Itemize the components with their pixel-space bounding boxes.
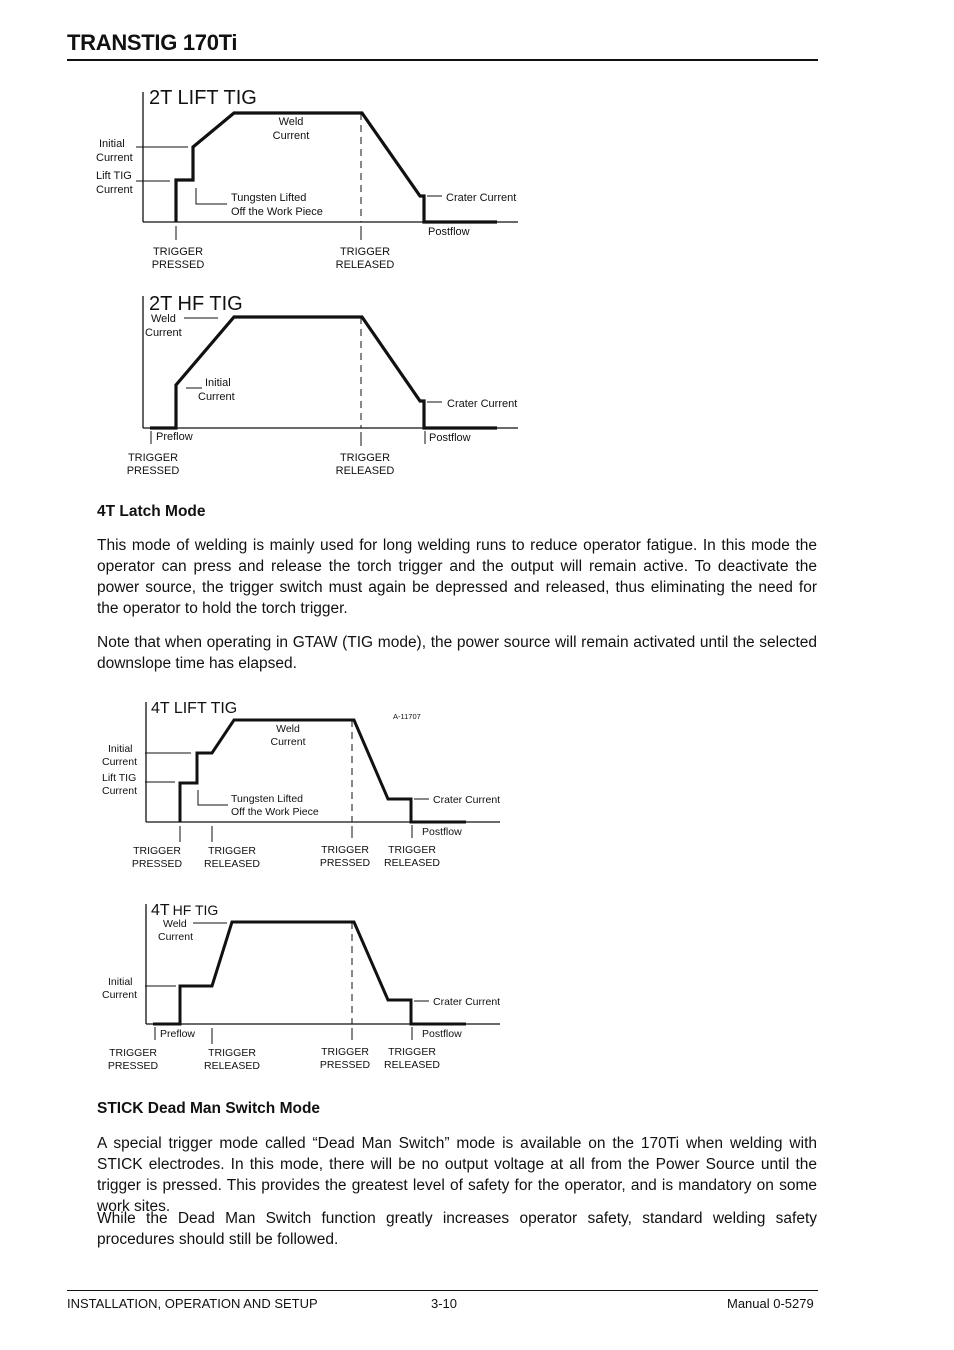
svg-text:RELEASED: RELEASED	[203, 1060, 261, 1072]
svg-text:Crater Current: Crater Current	[433, 996, 501, 1008]
diagram-title: 2T LIFT TIG	[149, 87, 257, 109]
svg-text:Current: Current	[96, 184, 133, 196]
svg-text:TRIGGER: TRIGGER	[339, 246, 391, 258]
svg-text:Current: Current	[270, 736, 306, 748]
svg-text:Postflow: Postflow	[422, 1028, 462, 1040]
svg-text:Initial: Initial	[205, 377, 231, 389]
svg-text:Current: Current	[198, 391, 235, 403]
svg-text:PRESSED: PRESSED	[107, 1060, 159, 1072]
svg-text:Current: Current	[272, 130, 310, 142]
paragraph-stick-description: A special trigger mode called “Dead Man Switch” mode is available on the 170Ti when welding with STICK electrodes. In this mode, there will be no output voltage at all from the Power Source until the trigger is pressed. This provides the greatest level of safety for the operator, and is mandatory on some work sites.	[97, 1135, 817, 1215]
svg-text:RELEASED: RELEASED	[335, 465, 395, 477]
svg-text:Weld: Weld	[278, 116, 304, 128]
heading-4t-latch-mode: 4T Latch Mode	[97, 503, 206, 520]
footer-section-name: INSTALLATION, OPERATION AND SETUP	[67, 1296, 318, 1311]
svg-text:Current: Current	[145, 327, 182, 339]
svg-text:Current: Current	[102, 989, 138, 1001]
svg-text:Off the Work Piece: Off the Work Piece	[231, 206, 323, 218]
current-waveform	[180, 720, 466, 822]
paragraph-latch-note: Note that when operating in GTAW (TIG mode), the power source will remain activated until the selected downslope time has elapsed.	[97, 634, 817, 672]
svg-text:PRESSED: PRESSED	[126, 465, 180, 477]
svg-text:Crater Current: Crater Current	[447, 398, 518, 410]
current-waveform	[176, 113, 497, 222]
svg-text:PRESSED: PRESSED	[131, 858, 183, 870]
heading-stick-dead-man-mode: STICK Dead Man Switch Mode	[97, 1100, 321, 1117]
svg-text:PRESSED: PRESSED	[319, 1059, 371, 1071]
page-title: TRANSTIG 170Ti	[67, 30, 238, 55]
svg-text:Crater Current: Crater Current	[446, 192, 517, 204]
diagram-4t-hf-tig	[102, 902, 500, 1072]
svg-text:PRESSED: PRESSED	[151, 259, 205, 271]
svg-text:Postflow: Postflow	[422, 826, 462, 838]
svg-text:TRIGGER: TRIGGER	[321, 844, 369, 856]
svg-text:Current: Current	[102, 785, 138, 797]
svg-text:Initial: Initial	[99, 138, 125, 150]
current-waveform	[150, 317, 497, 428]
diagram-2t-hf-tig	[127, 293, 518, 477]
svg-text:Lift TIG: Lift TIG	[96, 170, 132, 182]
svg-text:TRIGGER: TRIGGER	[152, 246, 204, 258]
svg-text:RELEASED: RELEASED	[203, 858, 261, 870]
current-waveform	[153, 922, 466, 1024]
svg-text:TRIGGER: TRIGGER	[127, 452, 179, 464]
diagram-title: 4T HF TIG	[151, 902, 219, 919]
svg-text:Current: Current	[102, 756, 138, 768]
diagram-title: 4T LIFT TIG	[151, 700, 238, 717]
svg-text:Initial: Initial	[108, 976, 133, 988]
svg-text:TRIGGER: TRIGGER	[109, 1047, 157, 1059]
page-number: 3-10	[431, 1296, 458, 1311]
svg-text:Off the Work Piece: Off the Work Piece	[231, 806, 319, 818]
svg-text:Weld: Weld	[163, 918, 187, 930]
svg-text:Crater Current: Crater Current	[433, 794, 501, 806]
figure-id: A-11707	[393, 712, 421, 721]
manual-number: Manual 0-5279	[727, 1296, 814, 1311]
svg-text:Postflow: Postflow	[428, 226, 470, 238]
svg-text:Tungsten Lifted: Tungsten Lifted	[231, 793, 303, 805]
paragraph-stick-safety: While the Dead Man Switch function greatly increases operator safety, standard welding safety procedures should still be followed.	[97, 1210, 817, 1248]
svg-text:TRIGGER: TRIGGER	[208, 1047, 256, 1059]
svg-text:Current: Current	[96, 152, 133, 164]
svg-text:Weld: Weld	[276, 723, 300, 735]
svg-text:RELEASED: RELEASED	[335, 259, 395, 271]
svg-text:TRIGGER: TRIGGER	[388, 1046, 436, 1058]
svg-text:Initial: Initial	[108, 743, 133, 755]
footer-rule	[67, 1290, 818, 1291]
diagram-4t-lift-tig	[102, 700, 500, 870]
paragraph-latch-description: This mode of welding is mainly used for long welding runs to reduce operator fatigue. In this mode the operator can press and release the torch trigger and the output will remain active. To deactivate the power source, the trigger switch must again be depressed and released, thus eliminating the need for the operator to hold the torch trigger.	[97, 537, 817, 617]
svg-text:Preflow: Preflow	[160, 1028, 196, 1040]
svg-text:Preflow: Preflow	[156, 431, 193, 443]
svg-text:Weld: Weld	[151, 313, 176, 325]
svg-text:RELEASED: RELEASED	[383, 1059, 441, 1071]
svg-text:TRIGGER: TRIGGER	[339, 452, 391, 464]
svg-text:Lift TIG: Lift TIG	[102, 772, 137, 784]
svg-text:TRIGGER: TRIGGER	[208, 845, 256, 857]
svg-text:TRIGGER: TRIGGER	[133, 845, 181, 857]
svg-text:Tungsten Lifted: Tungsten Lifted	[231, 192, 307, 204]
svg-text:TRIGGER: TRIGGER	[388, 844, 436, 856]
svg-text:PRESSED: PRESSED	[319, 857, 371, 869]
svg-text:Postflow: Postflow	[429, 432, 471, 444]
svg-text:Current: Current	[158, 931, 194, 943]
diagram-2t-lift-tig	[96, 87, 518, 271]
svg-text:RELEASED: RELEASED	[383, 857, 441, 869]
svg-text:TRIGGER: TRIGGER	[321, 1046, 369, 1058]
diagram-title: 2T HF TIG	[149, 293, 243, 315]
